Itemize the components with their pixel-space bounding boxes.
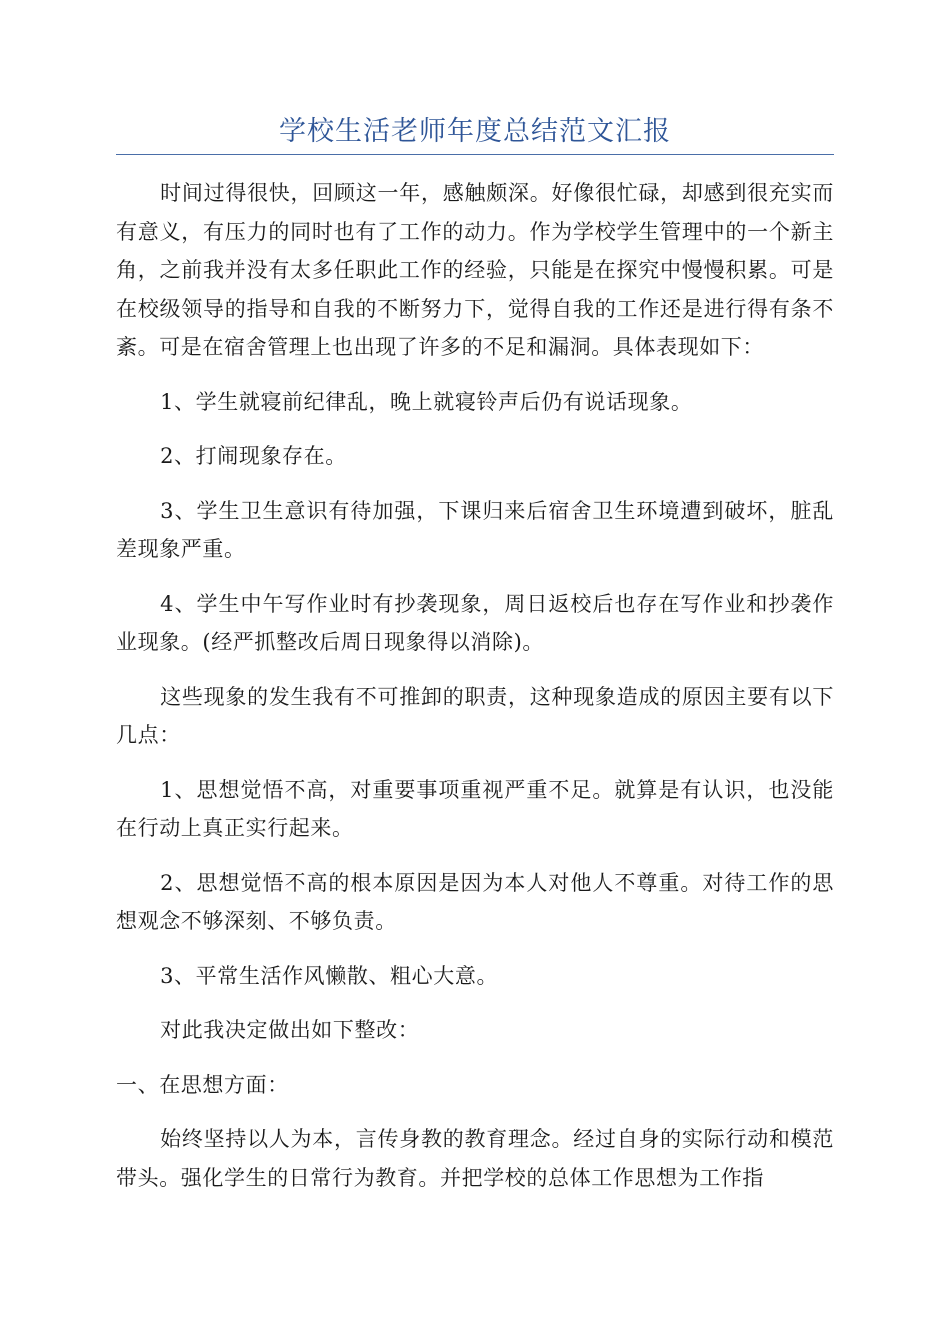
paragraph-causes-intro: 这些现象的发生我有不可推卸的职责，这种现象造成的原因主要有以下几点： (116, 684, 834, 747)
paragraph-issue-2: 2、打闹现象存在。 (160, 444, 347, 468)
document-body (116, 174, 834, 1213)
document-title: 学校生活老师年度总结范文汇报 (279, 116, 671, 147)
paragraph-intro: 时间过得很快，回顾这一年，感触颇深。好像很忙碌，却感到很充实而有意义，有压力的同时也有了工作的动力。作为学校学生管理中的一个新主角，之前我并没有太多任职此工作的经验，只能是在探究中慢慢积累。可是在校级领导的指导和自我的不断努力下，觉得自我的工作还是进行得有条不紊。可是在宿舍管理上也出现了许多的不足和漏洞。具体表现如下： (116, 181, 834, 359)
paragraph-issue-3: 3、学生卫生意识有待加强，下课归来后宿舍卫生环境遭到破坏，脏乱差现象严重。 (116, 498, 834, 561)
paragraph-issue-4: 4、学生中午写作业时有抄袭现象，周日返校后也存在写作业和抄袭作业现象。(经严抓整改后周日现象得以消除)。 (116, 591, 834, 654)
paragraph-cause-3: 3、平常生活作风懒散、粗心大意。 (160, 963, 499, 988)
section-heading-thought: 一、在思想方面： (116, 1072, 289, 1097)
paragraph-thought: 始终坚持以人为本，言传身教的教育理念。经过自身的实际行动和模范带头。强化学生的日常行为教育。并把学校的总体工作思想为工作指 (116, 1127, 834, 1190)
paragraph-cause-2: 2、思想觉悟不高的根本原因是因为本人对他人不尊重。对待工作的思想观念不够深刻、不够负责。 (116, 870, 834, 933)
paragraph-cause-1: 1、思想觉悟不高，对重要事项重视严重不足。就算是有认识，也没能在行动上真正实行起来。 (116, 777, 834, 840)
paragraph-issue-1: 1、学生就寝前纪律乱，晚上就寝铃声后仍有说话现象。 (160, 389, 693, 414)
title-underline (116, 154, 834, 155)
paragraph-rectify-intro: 对此我决定做出如下整改： (160, 1018, 420, 1042)
